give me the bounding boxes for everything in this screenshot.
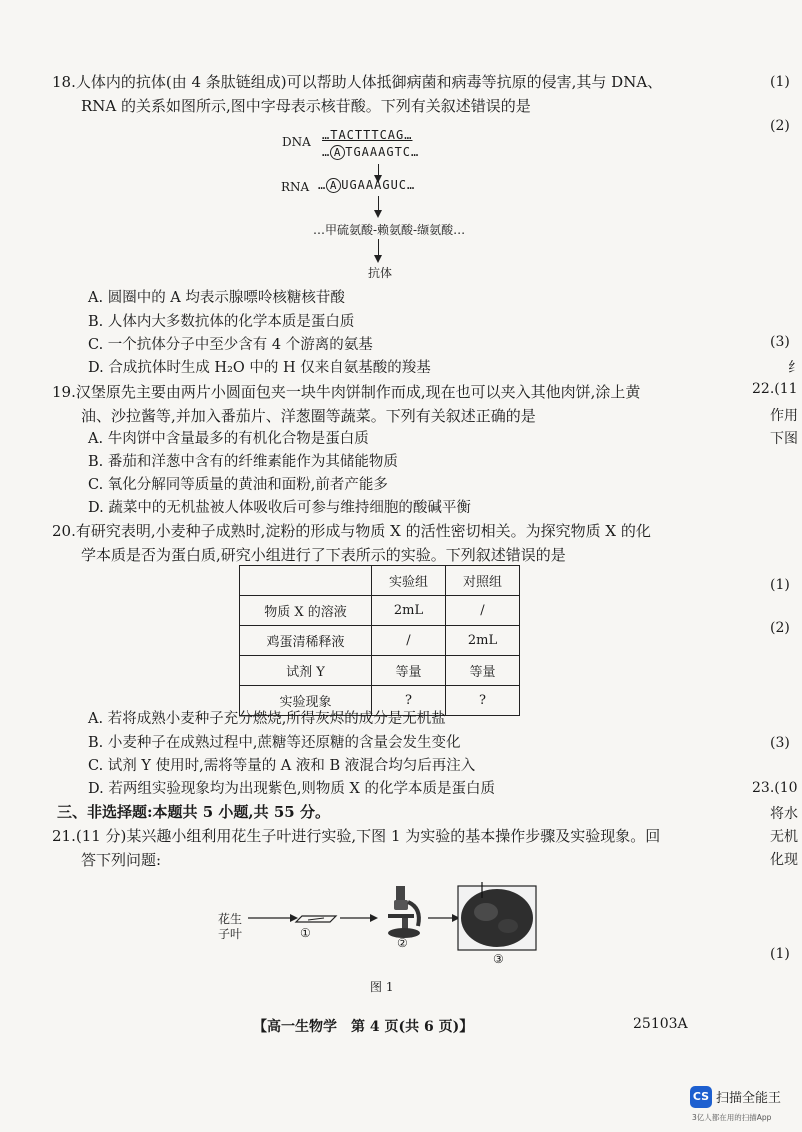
rna-strand [318, 178, 415, 193]
q20-stem-line2: 学本质是否为蛋白质,研究小组进行了下表所示的实验。下列叙述错误的是 [81, 546, 566, 564]
table-cell: 2mL [372, 596, 446, 626]
arrow-down-icon [378, 196, 379, 216]
arrow-down-icon [378, 239, 379, 261]
antibody-label: 抗体 [368, 266, 393, 280]
table-cell: ? [446, 686, 520, 716]
table-cell: / [372, 626, 446, 656]
q18-stem-line2: RNA 的关系如图所示,图中字母表示核苷酸。下列有关叙述错误的是 [81, 97, 531, 115]
fragment-text: 无机 [770, 829, 798, 845]
slide-icon [296, 916, 336, 922]
table-cell: 等量 [372, 656, 446, 686]
peanut-label [218, 912, 242, 942]
peptide-chain: …甲硫氨酸-赖氨酸-缬氨酸… [313, 223, 466, 237]
q20-option-d: D. 若两组实验现象均为出现紫色,则物质 X 的化学本质是蛋白质 [88, 781, 495, 797]
paper-code: 25103A [633, 1016, 688, 1032]
q19-option-b: B. 番茄和洋葱中含有的纤维素能作为其储能物质 [88, 454, 398, 470]
fragment-text: (3) [770, 334, 790, 350]
fragment-text: 纟 [788, 360, 802, 376]
q20-stem-line1: 20.有研究表明,小麦种子成熟时,淀粉的形成与物质 X 的活性密切相关。为探究物质 X 的化 [52, 522, 651, 540]
arrow-right-icon [340, 914, 378, 922]
step-2-label: ② [397, 936, 408, 950]
fragment-text: 下图 [770, 431, 798, 447]
fragment-text: (1) [770, 577, 790, 593]
step-3-label: ③ [493, 952, 504, 966]
q21-stem-line2: 答下列问题: [81, 851, 162, 869]
table-row [240, 596, 520, 626]
fragment-text: (2) [770, 118, 790, 134]
rna-rest: UGAAAGUC… [341, 178, 416, 192]
table-cell: 物质 X 的溶液 [240, 596, 372, 626]
table-cell: 实验现象 [240, 686, 372, 716]
fragment-text: (2) [770, 620, 790, 636]
table-header-cell: 实验组 [372, 566, 446, 596]
q18-option-a: A. 圆圈中的 A 均表示腺嘌呤核糖核苷酸 [88, 290, 345, 306]
fragment-text: (1) [770, 946, 790, 962]
q19-stem-line1: 19.汉堡原先主要由两片小圆面包夹一块牛肉饼制作而成,现在也可以夹入其他肉饼,涂上黄 [52, 383, 641, 401]
peanut-label-line2: 子叶 [218, 927, 243, 941]
q18-option-d: D. 合成抗体时生成 H₂O 中的 H 仅来自氨基酸的羧基 [88, 360, 431, 376]
q18-stem-line1: 18.人体内的抗体(由 4 条肽链组成)可以帮助人体抵御病菌和病毒等抗原的侵害,其与 DNA、 [52, 73, 663, 91]
fragment-text: (3) [770, 735, 790, 751]
q19-option-a: A. 牛肉饼中含量最多的有机化合物是蛋白质 [88, 431, 369, 447]
step-1-label: ① [300, 926, 311, 940]
dna-top-strand: …TACTTTCAG… [322, 128, 413, 142]
dna-bottom-strand [322, 145, 419, 160]
q19-option-c: C. 氧化分解同等质量的黄油和面粉,前者产能多 [88, 477, 388, 493]
fragment-text: 23.(10 [752, 780, 798, 796]
q18-option-b: B. 人体内大多数抗体的化学本质是蛋白质 [88, 314, 355, 330]
fragment-text: 22.(11 [752, 381, 798, 397]
peanut-label-line1: 花生 [218, 912, 243, 926]
arrow-right-icon [248, 914, 298, 922]
table-cell: / [446, 596, 520, 626]
table-cell: 鸡蛋清稀释液 [240, 626, 372, 656]
arrow-right-icon [428, 914, 460, 922]
scanner-tagline: 3亿人都在用的扫描App [692, 1113, 772, 1122]
q19-stem-line2: 油、沙拉酱等,并加入番茄片、洋葱圈等蔬菜。下列有关叙述正确的是 [81, 407, 536, 425]
fragment-text: 将水 [770, 806, 798, 822]
q19-option-d: D. 蔬菜中的无机盐被人体吸收后可参与维持细胞的酸碱平衡 [88, 500, 471, 516]
table-header-cell: 对照组 [446, 566, 520, 596]
dna-circled-a: A [330, 145, 345, 160]
table-cell: 试剂 Y [240, 656, 372, 686]
figure-caption: 图 1 [370, 980, 394, 994]
table-row [240, 656, 520, 686]
rna-circled-a: A [326, 178, 341, 193]
fragment-text: 化现 [770, 852, 798, 868]
q21-stem-line1: 21.(11 分)某兴趣小组利用花生子叶进行实验,下图 1 为实验的基本操作步骤及实验现象。回 [52, 827, 661, 845]
adjacent-page-fragment [752, 0, 800, 1132]
dna-bottom-rest: TGAAAGTC… [345, 145, 420, 159]
dna-label: DNA [282, 135, 311, 149]
table-cell: 等量 [446, 656, 520, 686]
dna-bottom-prefix: … [322, 145, 331, 159]
microscope-icon [388, 886, 420, 938]
fragment-text: (1) [770, 74, 790, 90]
table-header-cell [240, 566, 372, 596]
table-header-row [240, 566, 520, 596]
experiment-table [239, 565, 520, 716]
scanner-logo-icon: CS [690, 1086, 712, 1108]
q20-option-b: B. 小麦种子在成熟过程中,蔗糖等还原糖的含量会发生变化 [88, 735, 461, 751]
fragment-text: 作用 [770, 408, 798, 424]
table-cell: 2mL [446, 626, 520, 656]
page-footer: 【高一生物学 第 4 页(共 6 页)】 [253, 1019, 474, 1035]
table-row [240, 626, 520, 656]
q20-option-a: A. 若将成熟小麦种子充分燃烧,所得灰烬的成分是无机盐 [88, 711, 446, 727]
rna-label: RNA [281, 180, 310, 194]
scanner-app-name: 扫描全能王 [716, 1091, 782, 1106]
table-cell: ? [372, 686, 446, 716]
q18-option-c: C. 一个抗体分子中至少含有 4 个游离的氨基 [88, 337, 373, 353]
rna-prefix: … [318, 178, 327, 192]
micrograph-image [458, 882, 536, 950]
section-heading: 三、非选择题:本题共 5 小题,共 55 分。 [57, 803, 330, 821]
q20-option-c: C. 试剂 Y 使用时,需将等量的 A 液和 B 液混合均匀后再注入 [88, 758, 476, 774]
